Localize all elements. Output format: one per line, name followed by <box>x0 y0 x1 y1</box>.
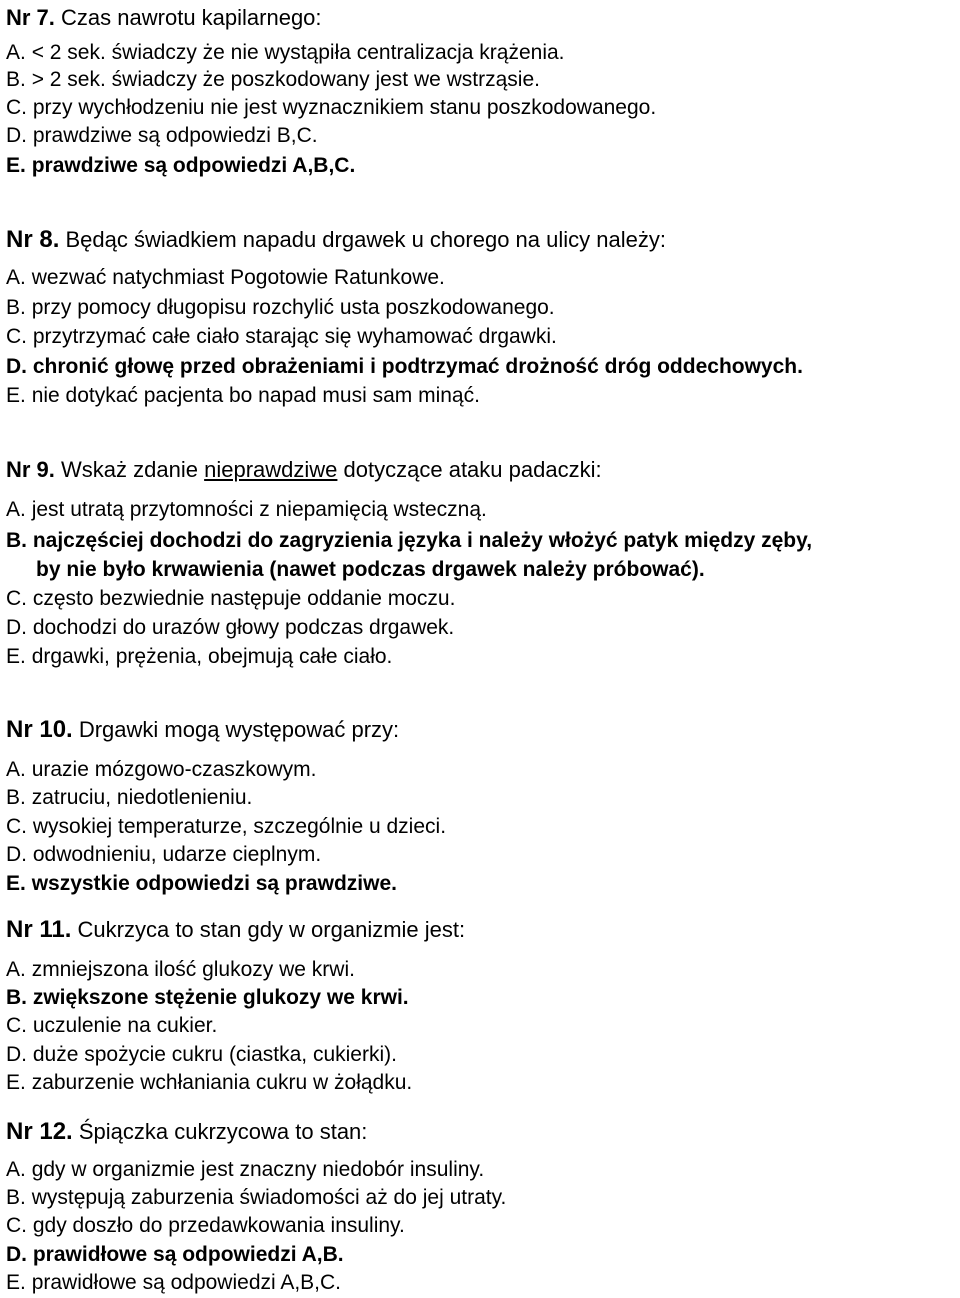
answer-b-continuation <box>36 556 705 584</box>
answer-c <box>6 1012 217 1040</box>
answer-letter: C. <box>6 1014 27 1037</box>
answer-letter: B. <box>6 68 26 91</box>
answer-letter: E. <box>6 384 26 407</box>
answer-text: wysokiej temperaturze, szczególnie u dzieci. <box>32 815 447 838</box>
answer-text: prawidłowe są odpowiedzi A,B. <box>32 1243 344 1266</box>
answer-text: przy pomocy długopisu rozchylić usta poszkodowanego. <box>31 296 555 319</box>
answer-text: drgawki, prężenia, obejmują całe ciało. <box>31 645 393 668</box>
answer-text: dochodzi do urazów głowy podczas drgawek. <box>32 616 455 639</box>
question-number: Nr 7. <box>6 5 55 30</box>
answer-text-cont: by nie było krwawienia (nawet podczas drgawek należy próbować). <box>36 558 705 581</box>
answer-letter: B. <box>6 529 27 552</box>
question-header <box>6 1118 367 1146</box>
question-number: Nr 10. <box>6 716 73 743</box>
answer-a <box>6 1156 484 1184</box>
question-header <box>6 716 399 744</box>
question-text: Drgawki mogą występować przy: <box>78 717 400 742</box>
answer-e-correct <box>6 152 355 180</box>
answer-text: przytrzymać całe ciało starając się wyhamować drgawki. <box>32 325 557 348</box>
answer-c <box>6 94 656 122</box>
answer-text: jest utratą przytomności z niepamięcią wsteczną. <box>31 498 487 521</box>
answer-text: prawdziwe są odpowiedzi A,B,C. <box>31 154 356 177</box>
answer-c <box>6 323 557 351</box>
question-header <box>6 226 666 254</box>
answer-letter: E. <box>6 645 26 668</box>
question-text: Będąc świadkiem napadu drgawek u chorego na ulicy należy: <box>65 227 666 252</box>
question-text: Czas nawrotu kapilarnego: <box>61 5 322 30</box>
answer-b-correct <box>6 527 812 555</box>
answer-b <box>6 66 540 94</box>
answer-text: wezwać natychmiast Pogotowie Ratunkowe. <box>31 266 445 289</box>
answer-letter: D. <box>6 124 27 147</box>
answer-text: zatruciu, niedotlenieniu. <box>31 786 253 809</box>
answer-b <box>6 784 252 812</box>
answer-a <box>6 264 445 292</box>
question-text-post: dotyczące ataku padaczki: <box>343 457 602 482</box>
answer-letter: D. <box>6 616 27 639</box>
question-text: Śpiączka cukrzycowa to stan: <box>78 1119 368 1144</box>
question-header <box>6 4 322 32</box>
question-number: Nr 9. <box>6 457 55 482</box>
answer-text: zwiększone stężenie glukozy we krwi. <box>32 986 409 1009</box>
answer-text: chronić głowę przed obrażeniami i podtrzymać drożność dróg oddechowych. <box>32 355 803 378</box>
answer-letter: D. <box>6 1043 27 1066</box>
answer-c <box>6 585 455 613</box>
answer-text: duże spożycie cukru (ciastka, cukierki). <box>32 1043 397 1066</box>
answer-text: uczulenie na cukier. <box>32 1014 218 1037</box>
answer-text: gdy w organizmie jest znaczny niedobór insuliny. <box>31 1158 485 1181</box>
answer-text: najczęściej dochodzi do zagryzienia języka i należy włożyć patyk między zęby, <box>32 529 813 552</box>
answer-a <box>6 756 316 784</box>
answer-d <box>6 614 454 642</box>
answer-b <box>6 1184 506 1212</box>
answer-c <box>6 1212 405 1240</box>
answer-letter: E. <box>6 154 26 177</box>
answer-text: przy wychłodzeniu nie jest wyznacznikiem stanu poszkodowanego. <box>32 96 657 119</box>
answer-letter: C. <box>6 815 27 838</box>
answer-e <box>6 1269 341 1297</box>
answer-d <box>6 1041 397 1069</box>
answer-c <box>6 813 446 841</box>
answer-d <box>6 122 318 150</box>
answer-letter: A. <box>6 1158 26 1181</box>
answer-text: gdy doszło do przedawkowania insuliny. <box>32 1214 405 1237</box>
answer-d <box>6 841 321 869</box>
answer-text: występują zaburzenia świadomości aż do jej utraty. <box>31 1186 507 1209</box>
answer-letter: A. <box>6 498 26 521</box>
answer-text: urazie mózgowo-czaszkowym. <box>31 758 317 781</box>
answer-text: odwodnieniu, udarze cieplnym. <box>32 843 322 866</box>
answer-letter: A. <box>6 758 26 781</box>
question-number: Nr 8. <box>6 226 60 253</box>
question-text: Cukrzyca to stan gdy w organizmie jest: <box>77 917 466 942</box>
answer-letter: A. <box>6 958 26 981</box>
answer-letter: E. <box>6 1071 26 1094</box>
answer-letter: C. <box>6 325 27 348</box>
answer-letter: D. <box>6 1243 27 1266</box>
answer-e <box>6 643 392 671</box>
answer-a <box>6 956 355 984</box>
question-text-underlined: nieprawdziwe <box>204 457 338 482</box>
answer-a <box>6 39 565 67</box>
answer-e-correct <box>6 870 397 898</box>
answer-d-correct <box>6 1241 344 1269</box>
answer-letter: C. <box>6 587 27 610</box>
question-header <box>6 916 465 944</box>
answer-letter: E. <box>6 1271 26 1294</box>
answer-letter: B. <box>6 786 26 809</box>
answer-e <box>6 382 480 410</box>
answer-text: > 2 sek. świadczy że poszkodowany jest we wstrząsie. <box>31 68 540 91</box>
question-text-pre: Wskaż zdanie <box>61 457 198 482</box>
answer-a <box>6 496 487 524</box>
answer-b-correct <box>6 984 409 1012</box>
answer-letter: C. <box>6 96 27 119</box>
answer-text: zaburzenie wchłaniania cukru w żołądku. <box>31 1071 413 1094</box>
question-header <box>6 456 602 484</box>
answer-b <box>6 294 555 322</box>
answer-text: nie dotykać pacjenta bo napad musi sam minąć. <box>31 384 480 407</box>
answer-e <box>6 1069 412 1097</box>
answer-letter: C. <box>6 1214 27 1237</box>
question-number: Nr 12. <box>6 1118 73 1145</box>
answer-letter: A. <box>6 266 26 289</box>
answer-text: często bezwiednie następuje oddanie moczu. <box>32 587 456 610</box>
answer-letter: A. <box>6 41 26 64</box>
answer-letter: D. <box>6 355 27 378</box>
answer-letter: B. <box>6 296 26 319</box>
answer-text: zmniejszona ilość glukozy we krwi. <box>31 958 355 981</box>
answer-text: prawdziwe są odpowiedzi B,C. <box>32 124 318 147</box>
answer-letter: D. <box>6 843 27 866</box>
answer-text: wszystkie odpowiedzi są prawdziwe. <box>31 872 397 895</box>
answer-letter: E. <box>6 872 26 895</box>
answer-text: < 2 sek. świadczy że nie wystąpiła centralizacja krążenia. <box>31 41 565 64</box>
answer-letter: B. <box>6 986 27 1009</box>
question-number: Nr 11. <box>6 916 72 943</box>
answer-text: prawidłowe są odpowiedzi A,B,C. <box>31 1271 342 1294</box>
answer-letter: B. <box>6 1186 26 1209</box>
answer-d-correct <box>6 353 803 381</box>
